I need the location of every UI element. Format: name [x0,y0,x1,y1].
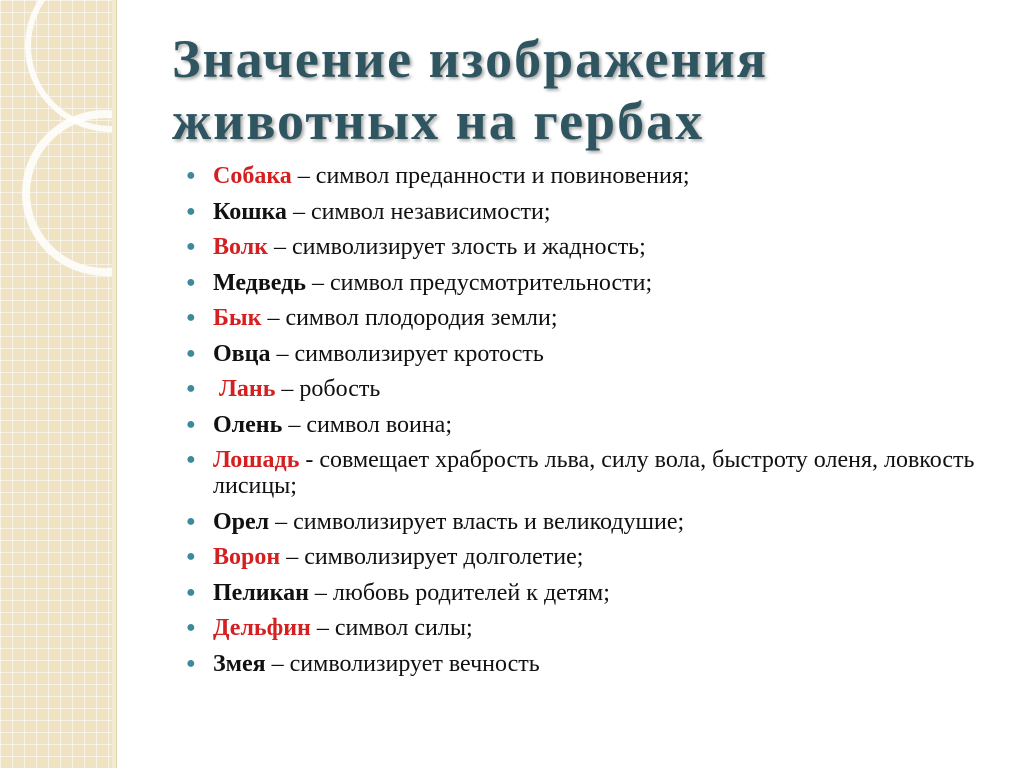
decorative-ring-bottom [22,110,112,276]
list-item [186,163,986,189]
animal-meaning: – символ преданности и повиновения; [291,163,690,189]
list-item [186,199,986,225]
list-item [186,376,986,402]
animal-name: Орел [213,508,270,535]
animal-meaning: – символизирует злость и жадность; [267,234,646,260]
animal-meaning: – символ воина; [282,411,452,438]
bullet-dot-icon: ● [186,202,196,220]
list-item [186,305,986,331]
bullet-dot-icon: ● [186,654,196,672]
animal-name: Медведь [213,269,306,296]
animal-name: Ворон [213,544,281,570]
animal-name: Пеликан [213,579,309,606]
bullet-dot-icon: ● [186,451,196,468]
list-item [186,615,986,641]
bullet-dot-icon: ● [186,583,196,601]
bullet-dot-icon: ● [186,309,196,326]
animal-meaning: – робость [275,376,381,402]
bullet-dot-icon: ● [186,619,196,636]
bullet-dot-icon: ● [186,548,196,565]
animal-meaning: – символизирует власть и великодушие; [269,508,685,535]
list-item [186,234,986,260]
list-item [186,544,986,570]
animal-name: Дельфин [213,615,311,641]
animal-name: Волк [213,234,268,260]
list-item [186,447,986,499]
bullet-dot-icon: ● [186,380,196,397]
list-item [186,509,986,535]
animal-meaning: – символизирует долголетие; [280,544,584,570]
animal-meaning: – символизирует кротость [270,340,544,367]
animal-meaning: – символизирует вечность [265,650,540,677]
animal-name: Бык [213,305,262,331]
bullet-dot-icon: ● [186,344,196,362]
list-item [186,580,986,606]
animal-meaning: – символ плодородия земли; [261,305,558,331]
list-item [186,651,986,677]
animal-name: Лань [219,376,276,402]
slide-title [172,28,992,152]
bullet-dot-icon: ● [186,238,196,255]
decorative-side-panel [0,0,112,768]
animal-name: Овца [213,340,271,367]
animal-meaning: – символ силы; [310,615,473,641]
animal-meaning: – символ предусмотрительности; [305,269,653,296]
side-panel-divider [116,0,117,768]
bullet-dot-icon: ● [186,167,196,184]
bullet-dot-icon: ● [186,415,196,433]
animal-meaning-list [186,163,986,686]
animal-name: Олень [213,411,283,438]
slide-title-line-2: животных на гербах [172,91,705,151]
list-item [186,270,986,296]
list-item [186,341,986,367]
animal-meaning: – символ независимости; [286,198,551,225]
bullet-dot-icon: ● [186,512,196,530]
animal-name: Лошадь [213,447,300,473]
bullet-dot-icon: ● [186,273,196,291]
list-item [186,412,986,438]
animal-name: Змея [213,650,266,677]
animal-name: Кошка [213,198,287,225]
animal-meaning: – любовь родителей к детям; [308,579,610,606]
animal-meaning: - совмещает храбрость льва, силу вола, быстроту оленя, ловкость лисицы; [213,447,975,499]
slide-title-line-1: Значение изображения [172,29,768,89]
animal-name: Собака [213,163,292,189]
